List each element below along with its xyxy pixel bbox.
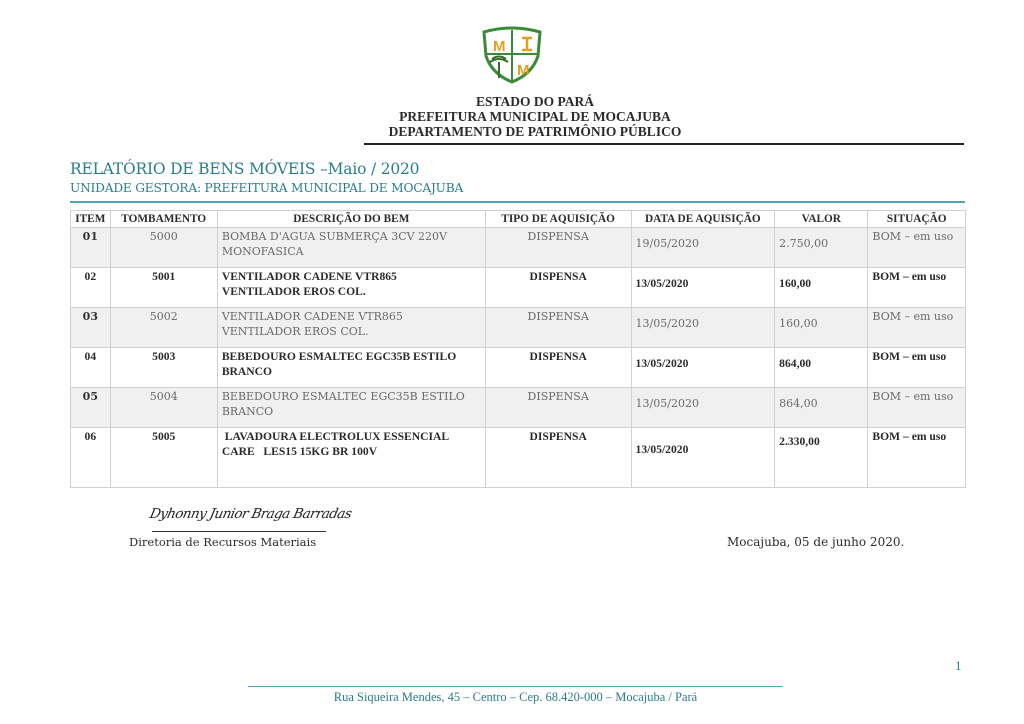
municipal-coat-of-arms-logo [480, 26, 544, 84]
cell-item: 03 [71, 308, 111, 348]
col-header-situacao: SITUAÇÃO [868, 211, 966, 228]
descricao-line: LAVADOURA ELECTROLUX ESSENCIAL [221, 430, 450, 443]
cell-descricao [217, 348, 485, 388]
cell-tipo: DISPENSA [485, 228, 631, 268]
cell-tipo: DISPENSA [485, 388, 631, 428]
col-header-descricao: DESCRIÇÃO DO BEM [217, 211, 485, 228]
table-row [71, 228, 966, 268]
footer-address: Rua Siqueira Mendes, 45 – Centro – Cep. 68.420-000 – Mocajuba / Pará [333, 690, 698, 704]
cell-data: 19/05/2020 [631, 228, 775, 268]
cell-tombamento: 5003 [110, 348, 217, 388]
signatory-role: Diretoria de Recursos Materiais [129, 535, 317, 549]
cell-tipo: DISPENSA [485, 308, 631, 348]
cell-item: 02 [71, 268, 111, 308]
cell-descricao [217, 388, 485, 428]
descricao-line: BEBEDOURO ESMALTEC EGC35B ESTILO [221, 350, 457, 363]
report-unit: UNIDADE GESTORA: PREFEITURA MUNICIPAL DE MOCAJUBA [70, 181, 464, 195]
logo-letter-m-left: M [493, 38, 506, 55]
cell-tipo: DISPENSA [485, 428, 631, 488]
header-state: ESTADO DO PARÁ [475, 94, 594, 109]
cell-item: 04 [71, 348, 111, 388]
descricao-line: VENTILADOR EROS COL. [221, 285, 366, 298]
cell-item: 01 [71, 228, 111, 268]
table-row [71, 348, 966, 388]
assets-table [70, 210, 966, 488]
cell-valor: 2.750,00 [775, 228, 868, 268]
page-number: 1 [955, 658, 962, 673]
descricao-line: CARE LES15 15KG BR 100V [221, 445, 378, 458]
descricao-line: VENTILADOR CADENE VTR865 [221, 310, 403, 323]
cell-situacao: BOM – em uso [868, 308, 966, 348]
cell-tombamento: 5000 [110, 228, 217, 268]
table-row [71, 388, 966, 428]
cell-item: 05 [71, 388, 111, 428]
cell-data: 13/05/2020 [631, 388, 775, 428]
logo-letter-m-right: M [517, 62, 530, 79]
cell-data: 13/05/2020 [631, 308, 775, 348]
header-department: DEPARTAMENTO DE PATRIMÔNIO PÚBLICO [388, 124, 682, 139]
signature-line [152, 531, 326, 532]
handwritten-signature: Dyhonny Junior Braga Barradas [148, 506, 353, 522]
organization-header [0, 94, 1024, 139]
table-header-row [71, 211, 966, 228]
descricao-line: VENTILADOR EROS COL. [221, 325, 369, 338]
title-divider [70, 201, 965, 203]
cell-situacao: BOM – em uso [868, 228, 966, 268]
col-header-tipo: TIPO DE AQUISIÇÃO [485, 211, 631, 228]
cell-descricao [217, 268, 485, 308]
cell-valor: 864,00 [775, 348, 868, 388]
descricao-line: VENTILADOR CADENE VTR865 [221, 270, 397, 283]
report-title: RELATÓRIO DE BENS MÓVEIS –Maio / 2020 [70, 160, 420, 178]
table-row [71, 308, 966, 348]
cell-data: 13/05/2020 [631, 348, 775, 388]
cell-data: 13/05/2020 [631, 268, 775, 308]
col-header-valor: VALOR [775, 211, 868, 228]
cell-data: 13/05/2020 [631, 428, 775, 488]
descricao-line: BRANCO [221, 365, 273, 378]
cell-situacao: BOM – em uso [868, 268, 966, 308]
cell-tombamento: 5001 [110, 268, 217, 308]
cell-valor: 160,00 [775, 268, 868, 308]
cell-valor: 864,00 [775, 388, 868, 428]
cell-situacao: BOM – em uso [868, 348, 966, 388]
header-municipality: PREFEITURA MUNICIPAL DE MOCAJUBA [399, 109, 671, 124]
cell-descricao [217, 428, 485, 488]
cell-valor: 160,00 [775, 308, 868, 348]
descricao-line: BRANCO [221, 405, 274, 418]
descricao-line: MONOFASICA [221, 245, 304, 258]
cell-descricao [217, 308, 485, 348]
col-header-item: ITEM [71, 211, 111, 228]
table-row [71, 428, 966, 488]
header-divider [364, 143, 964, 145]
cell-item: 06 [71, 428, 111, 488]
cell-tipo: DISPENSA [485, 348, 631, 388]
cell-situacao: BOM – em uso [868, 428, 966, 488]
descricao-line: BOMBA D'AGUA SUBMERÇA 3CV 220V [221, 230, 447, 243]
cell-situacao: BOM – em uso [868, 388, 966, 428]
place-and-date: Mocajuba, 05 de junho 2020. [727, 535, 905, 549]
cell-tombamento: 5002 [110, 308, 217, 348]
cell-tombamento: 5004 [110, 388, 217, 428]
cell-descricao [217, 228, 485, 268]
descricao-line: BEBEDOURO ESMALTEC EGC35B ESTILO [221, 390, 465, 403]
col-header-tombamento: TOMBAMENTO [110, 211, 217, 228]
footer-divider [248, 686, 783, 687]
cell-valor: 2.330,00 [775, 428, 868, 488]
table-row [71, 268, 966, 308]
cell-tipo: DISPENSA [485, 268, 631, 308]
col-header-data: DATA DE AQUISIÇÃO [631, 211, 775, 228]
cell-tombamento: 5005 [110, 428, 217, 488]
